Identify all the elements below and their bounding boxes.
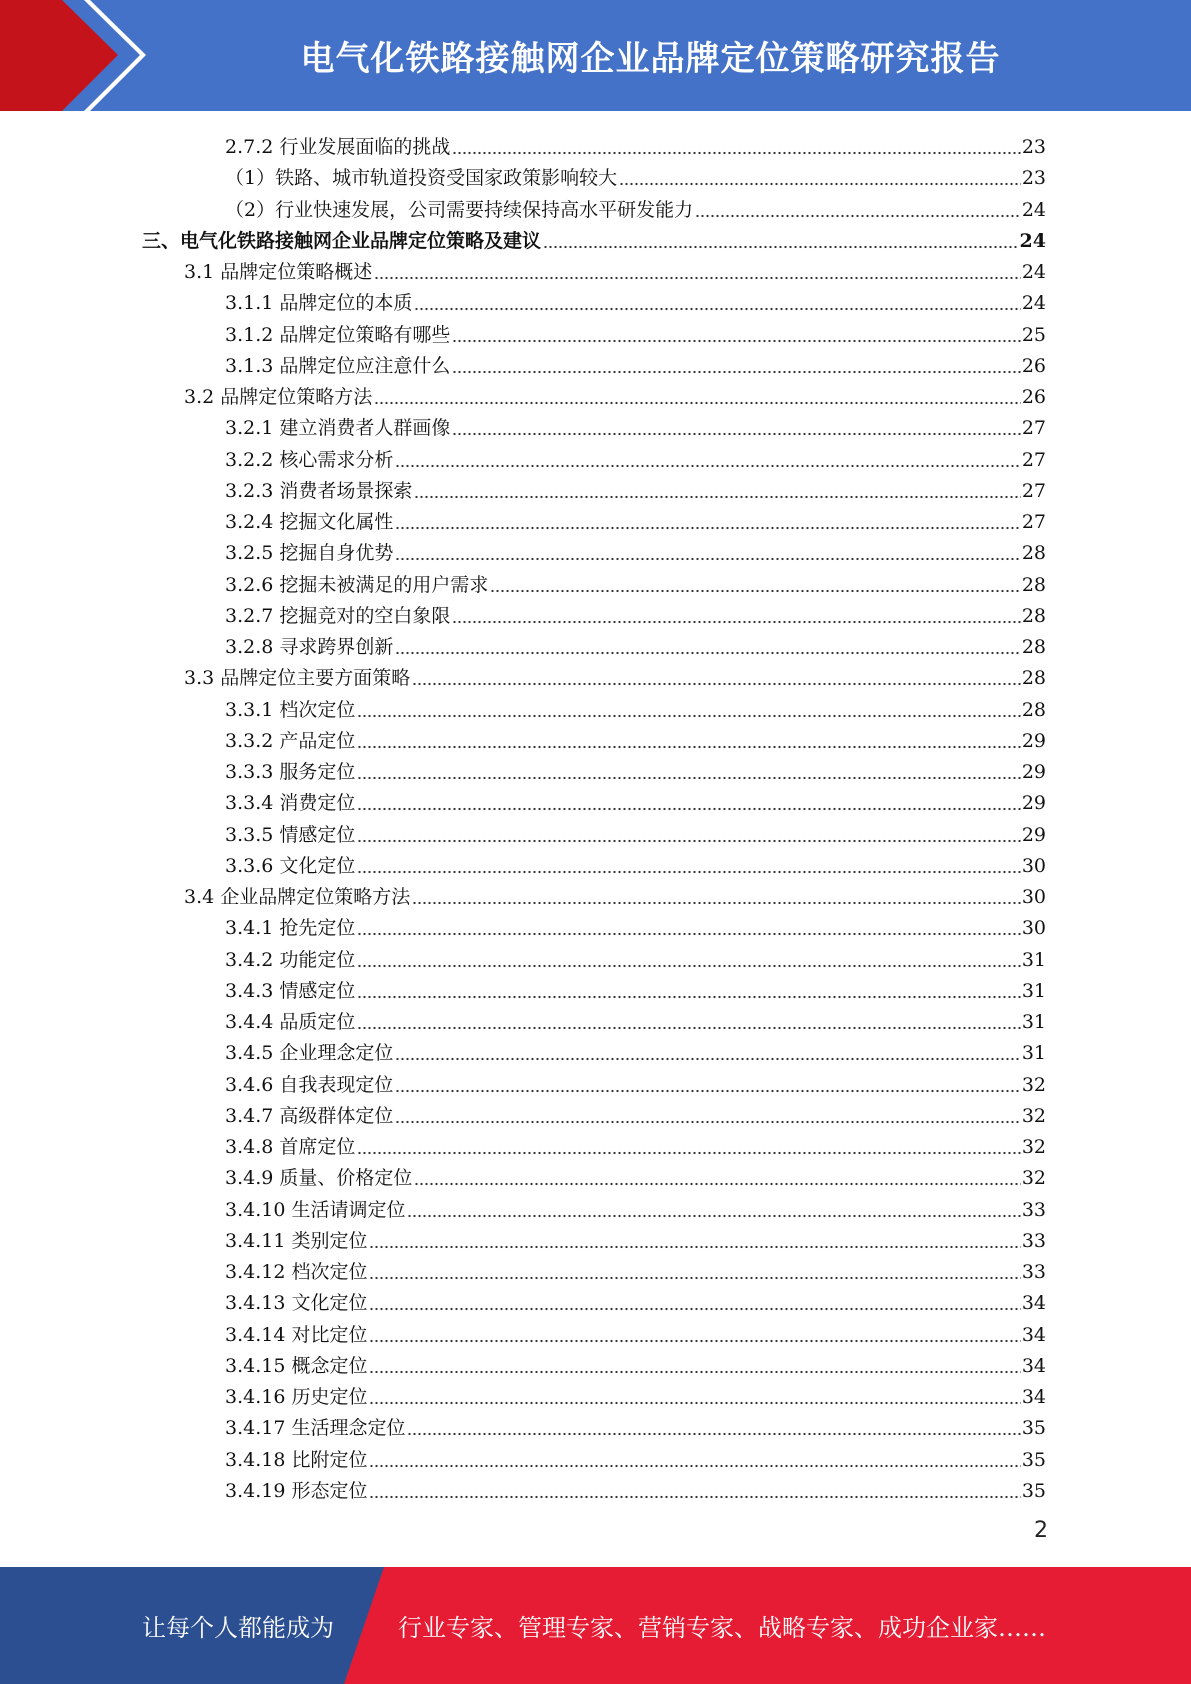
toc-dot-leader: [395, 543, 1020, 561]
toc-entry-title: 3.3.6 文化定位: [225, 854, 356, 877]
toc-entry-page: 31: [1021, 1042, 1046, 1065]
toc-entry[interactable]: [225, 691, 1046, 721]
toc-entry-page: 28: [1021, 667, 1046, 690]
toc-dot-leader: [414, 481, 1020, 499]
toc-entry[interactable]: [184, 378, 1046, 408]
toc-entry-page: 28: [1021, 604, 1046, 627]
toc-dot-leader: [452, 325, 1020, 343]
toc-entry-page: 28: [1021, 636, 1046, 658]
toc-entry-title: （1）铁路、城市轨道投资受国家政策影响较大: [225, 167, 618, 190]
toc-entry[interactable]: [184, 878, 1046, 908]
toc-dot-leader: [412, 668, 1021, 686]
toc-entry-page: 30: [1021, 854, 1046, 877]
page-header: [0, 0, 1191, 111]
toc-entry-page: 28: [1021, 573, 1046, 596]
toc-entry-title: 3.4.7 高级群体定位: [225, 1104, 394, 1127]
toc-entry-page: 31: [1021, 1011, 1046, 1033]
page-footer: [0, 1567, 1191, 1684]
toc-entry[interactable]: [225, 722, 1046, 752]
toc-dot-leader: [452, 606, 1020, 624]
toc-entry[interactable]: [225, 284, 1046, 314]
toc-entry-page: 27: [1021, 479, 1046, 502]
toc-entry-page: 24: [1021, 261, 1046, 283]
toc-entry[interactable]: [225, 472, 1046, 502]
toc-entry-title: 3.3.1 档次定位: [225, 698, 356, 721]
toc-entry-title: 3.1.2 品牌定位策略有哪些: [225, 323, 451, 346]
toc-entry-page: 31: [1021, 979, 1046, 1002]
toc-entry[interactable]: [225, 909, 1046, 939]
toc-dot-leader: [407, 1418, 1020, 1436]
toc-dot-leader: [395, 1043, 1020, 1061]
toc-dot-leader: [357, 918, 1020, 936]
toc-entry[interactable]: [225, 597, 1046, 627]
toc-entry-page: 27: [1021, 417, 1046, 440]
toc-dot-leader: [369, 1356, 1020, 1374]
toc-entry-title: 3.4.13 文化定位: [225, 1292, 368, 1315]
toc-entry-page: 32: [1021, 1104, 1046, 1127]
toc-entry-title: 3.4.10 生活请调定位: [225, 1198, 406, 1221]
toc-entry-page: 27: [1021, 448, 1046, 471]
toc-entry[interactable]: [142, 222, 1046, 252]
toc-entry[interactable]: [184, 253, 1046, 283]
toc-dot-leader: [412, 887, 1021, 905]
toc-entry-title: 三、电气化铁路接触网企业品牌定位策略及建议: [142, 229, 542, 252]
toc-entry-page: 28: [1021, 542, 1046, 565]
toc-entry-title: 3.4.9 质量、价格定位: [225, 1167, 413, 1190]
toc-entry-page: 35: [1021, 1479, 1046, 1502]
toc-entry-page: 30: [1021, 886, 1046, 908]
toc-dot-leader: [395, 637, 1020, 655]
toc-entry[interactable]: [225, 159, 1046, 189]
toc-dot-leader: [357, 1137, 1020, 1155]
toc-dot-leader: [395, 1106, 1020, 1124]
toc-entry-page: 24: [1019, 229, 1046, 252]
toc-dot-leader: [357, 762, 1020, 780]
toc-entry[interactable]: [225, 628, 1046, 658]
toc-entry-title: 3.3.2 产品定位: [225, 729, 356, 752]
toc-entry-title: 3.4.3 情感定位: [225, 979, 356, 1002]
toc-dot-leader: [369, 1231, 1020, 1249]
toc-entry[interactable]: [225, 1222, 1046, 1252]
toc-dot-leader: [395, 1075, 1020, 1093]
toc-entry[interactable]: [225, 1128, 1046, 1158]
toc-entry-title: （2）行业快速发展，公司需要持续保持高水平研发能力: [225, 198, 694, 221]
toc-entry-title: 3.4.5 企业理念定位: [225, 1042, 394, 1065]
toc-dot-leader: [543, 231, 1019, 249]
toc-entry[interactable]: [184, 659, 1046, 689]
toc-entry-page: 28: [1021, 698, 1046, 721]
toc-entry-title: 3.4.14 对比定位: [225, 1323, 368, 1346]
toc-entry-title: 3.2.4 挖掘文化属性: [225, 511, 394, 533]
toc-dot-leader: [374, 387, 1021, 405]
toc-entry[interactable]: [225, 941, 1046, 971]
toc-entry[interactable]: [225, 753, 1046, 783]
toc-dot-leader: [357, 825, 1020, 843]
toc-entry-title: 3.2.1 建立消费者人群画像: [225, 417, 451, 440]
toc-dot-leader: [452, 137, 1020, 155]
toc-entry[interactable]: [225, 191, 1046, 221]
toc-entry[interactable]: [225, 1378, 1046, 1408]
toc-entry-page: 32: [1021, 1167, 1046, 1190]
toc-dot-leader: [357, 1012, 1020, 1030]
footer-slogan-right: 行业专家、管理专家、营销专家、战略专家、成功企业家……: [398, 1614, 1046, 1642]
toc-entry-title: 3.3.3 服务定位: [225, 761, 356, 783]
toc-entry-page: 24: [1021, 292, 1046, 315]
toc-entry[interactable]: [225, 128, 1046, 158]
toc-entry-title: 3.4.11 类别定位: [225, 1229, 368, 1252]
toc-dot-leader: [357, 981, 1020, 999]
toc-entry-title: 3.1 品牌定位策略概述: [184, 261, 373, 283]
toc-entry[interactable]: [225, 1347, 1046, 1377]
toc-dot-leader: [395, 450, 1020, 468]
toc-entry-title: 3.2 品牌定位策略方法: [184, 386, 373, 408]
toc-entry[interactable]: [225, 441, 1046, 471]
toc-entry[interactable]: [225, 816, 1046, 846]
toc-entry-title: 3.3.4 消费定位: [225, 792, 356, 815]
toc-entry-title: 3.2.8 寻求跨界创新: [225, 636, 394, 658]
toc-entry-title: 3.4 企业品牌定位策略方法: [184, 886, 411, 908]
toc-dot-leader: [452, 418, 1020, 436]
toc-entry-title: 3.1.3 品牌定位应注意什么: [225, 354, 451, 377]
toc-entry[interactable]: [225, 566, 1046, 596]
toc-entry[interactable]: [225, 1003, 1046, 1033]
toc-dot-leader: [695, 200, 1021, 218]
toc-entry-title: 3.2.7 挖掘竞对的空白象限: [225, 604, 451, 627]
toc-entry-page: 27: [1021, 511, 1046, 533]
toc-entry-page: 32: [1021, 1073, 1046, 1096]
toc-entry-title: 3.4.19 形态定位: [225, 1479, 368, 1502]
toc-entry-page: 33: [1021, 1198, 1046, 1221]
toc-entry-page: 34: [1021, 1323, 1046, 1346]
toc-dot-leader: [414, 1168, 1020, 1186]
toc-dot-leader: [407, 1200, 1020, 1218]
toc-entry-page: 35: [1021, 1448, 1046, 1471]
toc-entry[interactable]: [225, 1034, 1046, 1064]
toc-entry-title: 3.3 品牌定位主要方面策略: [184, 667, 411, 690]
toc-entry-page: 29: [1021, 729, 1046, 752]
toc-entry[interactable]: [225, 972, 1046, 1002]
toc-entry-title: 3.4.12 档次定位: [225, 1261, 368, 1283]
toc-entry-page: 32: [1021, 1136, 1046, 1158]
toc-entry-title: 3.4.17 生活理念定位: [225, 1417, 406, 1440]
toc-entry-page: 26: [1021, 354, 1046, 377]
toc-entry[interactable]: [225, 784, 1046, 814]
toc-entry[interactable]: [225, 1409, 1046, 1439]
toc-entry-title: 3.1.1 品牌定位的本质: [225, 292, 413, 315]
toc-entry-page: 34: [1021, 1354, 1046, 1377]
toc-dot-leader: [357, 793, 1020, 811]
toc-entry-page: 29: [1021, 792, 1046, 815]
page-number: 2: [1034, 1518, 1048, 1543]
toc-dot-leader: [369, 1325, 1020, 1343]
document-title: 电气化铁路接触网企业品牌定位策略研究报告: [300, 39, 1001, 79]
toc-entry[interactable]: [225, 1316, 1046, 1346]
toc-entry[interactable]: [225, 534, 1046, 564]
toc-entry-title: 3.4.4 品质定位: [225, 1011, 356, 1033]
toc-entry-title: 3.4.15 概念定位: [225, 1354, 368, 1377]
toc-dot-leader: [619, 168, 1021, 186]
toc-entry-page: 33: [1021, 1261, 1046, 1283]
toc-dot-leader: [357, 950, 1020, 968]
toc-dot-leader: [357, 856, 1020, 874]
toc-entry-page: 31: [1021, 948, 1046, 971]
toc-dot-leader: [374, 262, 1021, 280]
toc-entry[interactable]: [225, 1191, 1046, 1221]
toc-entry-page: 30: [1021, 917, 1046, 940]
toc-entry-title: 3.4.16 历史定位: [225, 1386, 368, 1408]
toc-entry[interactable]: [225, 1472, 1046, 1502]
toc-dot-leader: [369, 1481, 1020, 1499]
toc-entry-title: 3.3.5 情感定位: [225, 823, 356, 846]
toc-entry[interactable]: [225, 1097, 1046, 1127]
toc-entry-title: 3.4.8 首席定位: [225, 1136, 356, 1158]
toc-entry[interactable]: [225, 347, 1046, 377]
toc-entry-title: 2.7.2 行业发展面临的挑战: [225, 136, 451, 158]
toc-entry-title: 3.4.1 抢先定位: [225, 917, 356, 940]
toc-entry-page: 29: [1021, 823, 1046, 846]
toc-entry[interactable]: [225, 316, 1046, 346]
toc-entry[interactable]: [225, 1159, 1046, 1189]
toc-dot-leader: [452, 356, 1020, 374]
toc-entry-title: 3.4.2 功能定位: [225, 948, 356, 971]
toc-entry-page: 23: [1021, 136, 1046, 158]
toc-entry-title: 3.4.6 自我表现定位: [225, 1073, 394, 1096]
toc-dot-leader: [357, 731, 1020, 749]
toc-entry-page: 23: [1021, 167, 1046, 190]
toc-entry-title: 3.2.5 挖掘自身优势: [225, 542, 394, 565]
toc-entry[interactable]: [225, 503, 1046, 533]
toc-entry-page: 25: [1021, 323, 1046, 346]
toc-entry-page: 35: [1021, 1417, 1046, 1440]
toc-entry-page: 24: [1021, 198, 1046, 221]
toc-dot-leader: [414, 293, 1020, 311]
toc-entry-title: 3.2.6 挖掘未被满足的用户需求: [225, 573, 489, 596]
toc-entry-page: 33: [1021, 1229, 1046, 1252]
toc-dot-leader: [369, 1450, 1020, 1468]
toc-entry-page: 29: [1021, 761, 1046, 783]
toc-entry[interactable]: [225, 409, 1046, 439]
toc-entry[interactable]: [225, 1441, 1046, 1471]
toc-entry[interactable]: [225, 847, 1046, 877]
toc-entry-page: 34: [1021, 1292, 1046, 1315]
toc-dot-leader: [490, 575, 1020, 593]
toc-entry-title: 3.2.3 消费者场景探索: [225, 479, 413, 502]
toc-dot-leader: [369, 1262, 1020, 1280]
toc-entry[interactable]: [225, 1066, 1046, 1096]
toc-entry[interactable]: [225, 1284, 1046, 1314]
toc-dot-leader: [395, 512, 1020, 530]
toc-entry-page: 34: [1021, 1386, 1046, 1408]
toc-dot-leader: [369, 1387, 1020, 1405]
toc-entry-title: 3.4.18 比附定位: [225, 1448, 368, 1471]
footer-slogan-left: 让每个人都能成为: [142, 1614, 334, 1642]
toc-dot-leader: [369, 1293, 1020, 1311]
toc-dot-leader: [357, 700, 1020, 718]
toc-entry-page: 26: [1021, 386, 1046, 408]
toc-entry[interactable]: [225, 1253, 1046, 1283]
toc-entry-title: 3.2.2 核心需求分析: [225, 448, 394, 471]
